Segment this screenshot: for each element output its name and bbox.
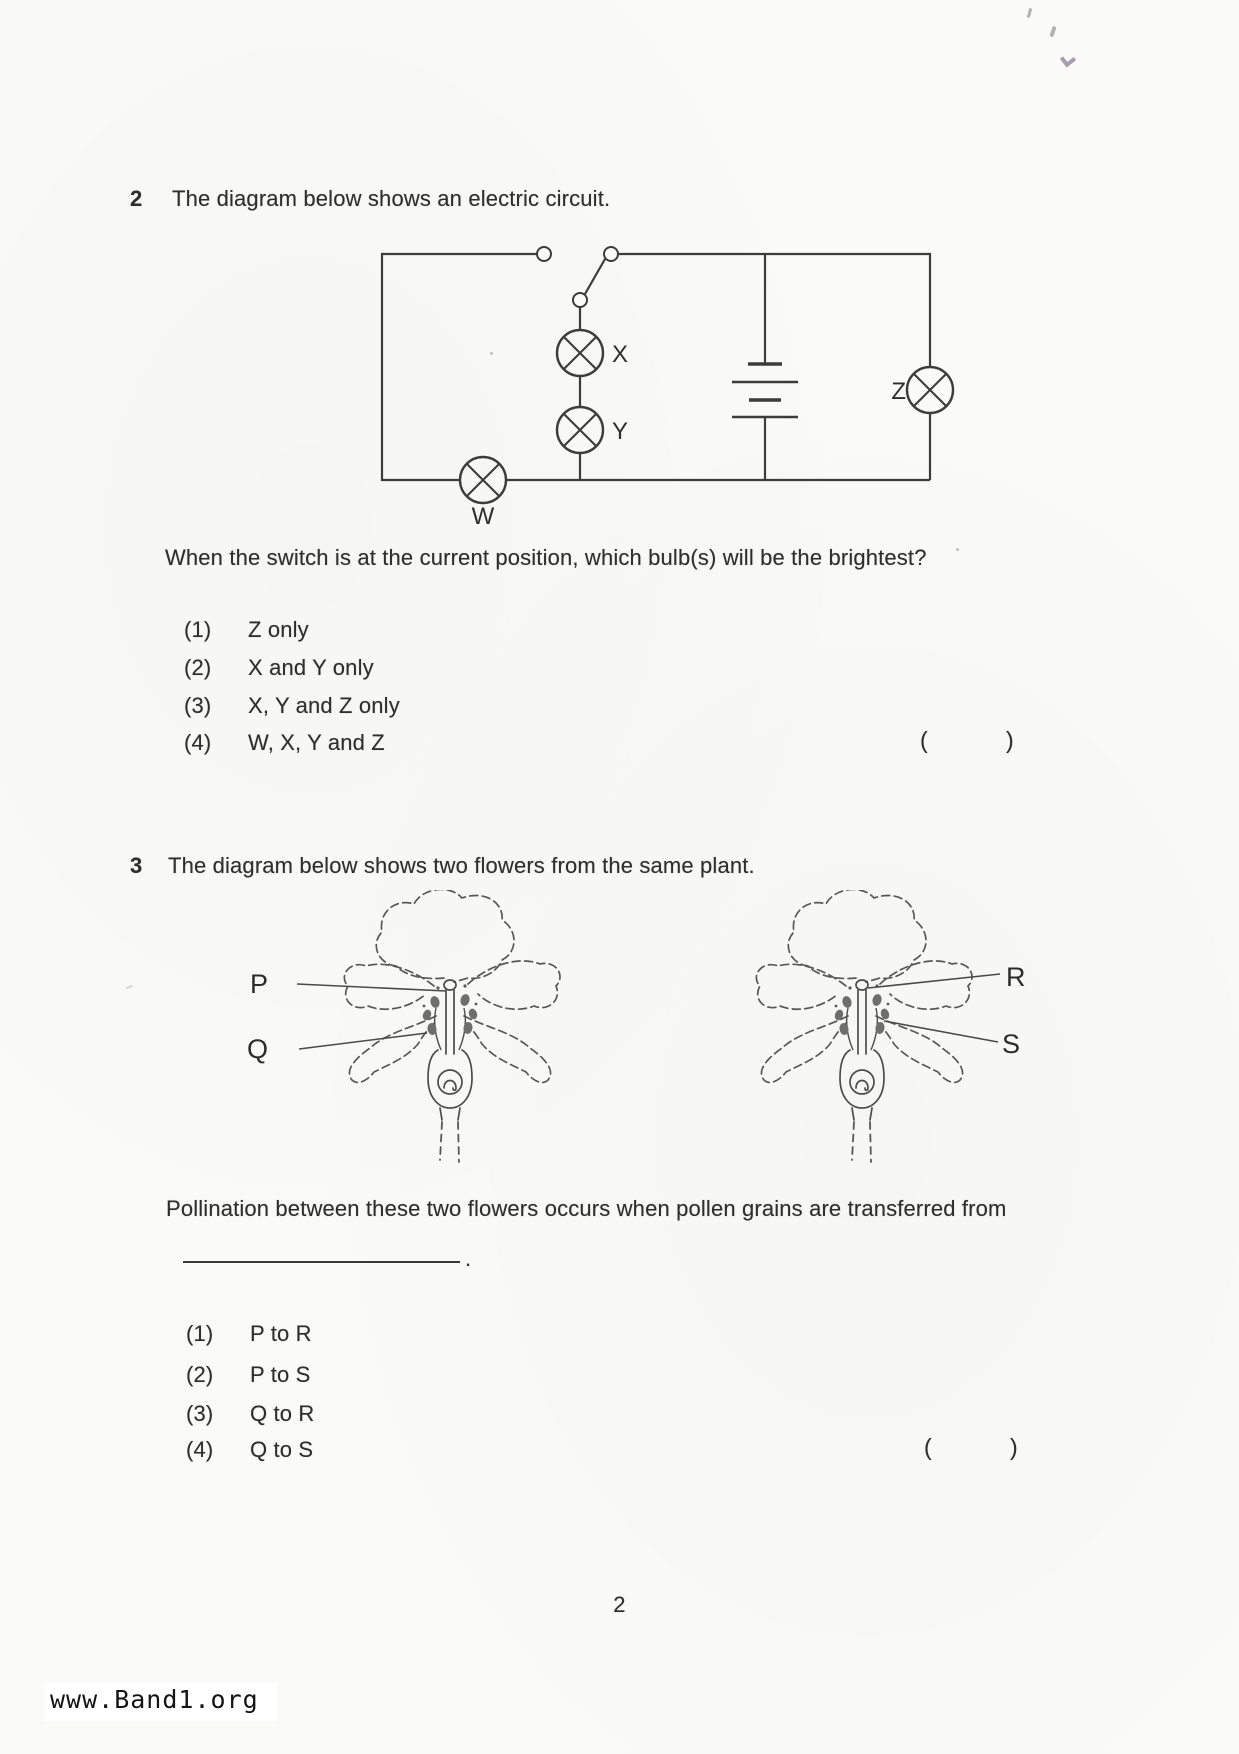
bulb-w-label: W	[471, 503, 495, 530]
q3-option-3	[186, 1401, 314, 1427]
flower-left-illustration	[344, 890, 560, 1162]
q2-option-1-text: Z only	[248, 617, 309, 642]
q3-option-1-number: (1)	[186, 1321, 214, 1346]
q3-option-2	[186, 1362, 310, 1388]
bulb-y-icon	[557, 407, 603, 453]
page-number: 2	[613, 1592, 626, 1617]
flower-diagram	[230, 890, 1040, 1180]
bulb-z-icon	[907, 367, 953, 413]
q2-option-3	[184, 693, 400, 719]
bulb-x-icon	[557, 330, 603, 376]
circuit-diagram	[330, 215, 990, 537]
label-s-leader-line	[884, 1021, 998, 1042]
q3-option-4-number: (4)	[186, 1437, 214, 1462]
q2-option-1-number: (1)	[184, 617, 212, 642]
q3-option-4-text: Q to S	[250, 1437, 314, 1462]
switch-icon	[537, 247, 618, 480]
q3-answer-bracket-close: )	[1010, 1434, 1018, 1460]
circuit-wires	[382, 254, 930, 480]
q2-option-1	[184, 617, 309, 643]
q2-option-4-number: (4)	[184, 730, 212, 755]
bulb-w-icon	[460, 457, 506, 503]
scan-artifact	[956, 548, 959, 551]
q3-option-1-text: P to R	[250, 1321, 312, 1346]
scan-artifact	[1027, 8, 1032, 18]
battery-icon	[732, 254, 798, 480]
scan-artifact	[490, 352, 493, 355]
question-2-number: 2	[130, 186, 143, 211]
q2-option-2-number: (2)	[184, 655, 212, 680]
question-3-number: 3	[130, 853, 143, 878]
q2-answer-bracket-open: (	[920, 727, 928, 753]
q2-option-4-text: W, X, Y and Z	[248, 730, 385, 755]
question-2-text: When the switch is at the current position, which bulb(s) will be the brightest?	[165, 545, 927, 570]
q3-answer-bracket-open: (	[924, 1434, 932, 1460]
flower-label-r: R	[1006, 962, 1026, 992]
bulb-z-label: Z	[891, 378, 906, 405]
label-q-leader-line	[299, 1033, 427, 1049]
flower-label-q: Q	[246, 1034, 268, 1064]
q3-option-1	[186, 1321, 312, 1347]
bulb-x-label: X	[612, 341, 629, 368]
flower-right-illustration	[756, 890, 972, 1162]
label-p-leader-line	[297, 984, 446, 991]
q2-option-2-text: X and Y only	[248, 655, 374, 680]
flower-label-p: P	[249, 969, 268, 999]
question-2-prompt: The diagram below shows an electric circuit.	[172, 186, 611, 211]
q3-option-2-number: (2)	[186, 1362, 214, 1387]
q2-answer-bracket-close: )	[1006, 727, 1014, 753]
bulb-y-label: Y	[612, 418, 629, 445]
q2-option-4	[184, 730, 385, 756]
answer-blank-line	[183, 1243, 460, 1263]
q2-option-3-text: X, Y and Z only	[248, 693, 400, 718]
q3-option-3-number: (3)	[186, 1401, 214, 1426]
q3-option-4	[186, 1437, 313, 1463]
scan-artifact	[1049, 26, 1056, 38]
question-3-text: Pollination between these two flowers occurs when pollen grains are transferred from	[166, 1196, 1007, 1221]
q3-option-2-text: P to S	[250, 1362, 311, 1387]
flower-label-s: S	[1002, 1029, 1021, 1059]
question-3-prompt: The diagram below shows two flowers from the same plant.	[168, 853, 755, 878]
q2-option-2	[184, 655, 374, 681]
q3-option-3-text: Q to R	[250, 1401, 315, 1426]
label-r-leader-line	[868, 974, 1000, 988]
scan-artifact	[126, 985, 133, 989]
watermark-url: www.Band1.org	[44, 1682, 277, 1721]
scan-artifact	[1060, 51, 1076, 67]
q2-option-3-number: (3)	[184, 693, 212, 718]
answer-blank-period: .	[465, 1246, 472, 1271]
